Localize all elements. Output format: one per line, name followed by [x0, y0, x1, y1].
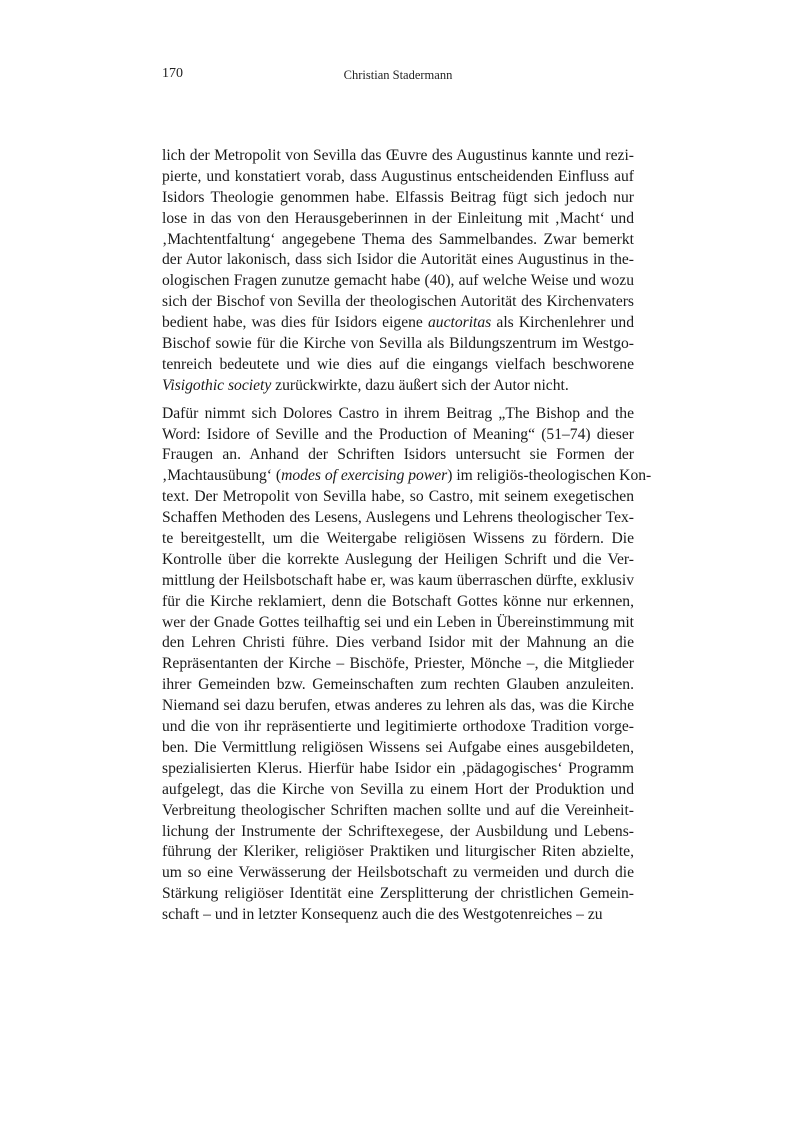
- text-segment: Word: Isidore of Seville and the Production of Meaning“ (51–74) dieser: [162, 425, 634, 443]
- text-line: [162, 738, 634, 759]
- text-line: [162, 780, 634, 801]
- text-segment: spezialisierten Klerus. Hierfür habe Isidor ein ‚pädagogisches‘ Programm: [162, 759, 634, 777]
- text-line: [162, 334, 634, 355]
- text-line: [162, 613, 634, 634]
- text-line: [162, 592, 634, 613]
- text-segment: zurückwirkte, dazu äußert sich der Autor nicht.: [271, 376, 569, 394]
- text-segment: den Lehren Christi führe. Dies verband Isidor mit der Mahnung an die: [162, 634, 634, 652]
- text-segment: tenreich bedeutete und wie dies auf die eingangs vielfach beschworene: [162, 355, 634, 373]
- text-segment: text. Der Metropolit von Sevilla habe, so Castro, mit seinem exegetischen: [162, 488, 634, 506]
- text-line: [162, 759, 634, 780]
- text-line: [162, 884, 634, 905]
- text-segment: lich der Metropolit von Sevilla das Œuvre des Augustinus kannte und rezi-: [162, 147, 634, 164]
- text-segment: ben. Die Vermittlung religiösen Wissens sei Aufgabe eines ausgebildeten,: [162, 738, 634, 756]
- text-segment: ) im religiös-theologischen Kon-: [447, 467, 652, 485]
- text-segment: Stärkung religiöser Identität eine Zersplitterung der christlichen Gemein-: [162, 885, 634, 903]
- text-line: [162, 466, 652, 487]
- text-segment: ologischen Fragen zunutze gemacht habe (40), auf welche Weise und wozu: [162, 272, 634, 290]
- text-line: [162, 529, 634, 550]
- text-line: [162, 404, 634, 425]
- text-line: [162, 696, 634, 717]
- italic-term: modes of exercising power: [281, 467, 448, 485]
- italic-term: Visigothic society: [162, 376, 272, 394]
- text-line: [162, 633, 634, 654]
- text-segment: Schaffen Methoden des Lesens, Auslegens und Lehrens theologischer Tex-: [162, 509, 634, 527]
- text-segment: ihrer Gemeinden bzw. Gemeinschaften zum rechten Glauben anzuleiten.: [162, 676, 634, 694]
- text-segment: ‚Machtentfaltung‘ angegebene Thema des Sammelbandes. Zwar bemerkt: [162, 230, 634, 248]
- text-segment: als Kirchenlehrer und: [491, 314, 634, 332]
- running-head-author: Christian Stadermann: [343, 68, 453, 82]
- text-line: [162, 571, 634, 592]
- text-line: [162, 550, 634, 571]
- text-segment: Isidors Theologie genommen habe. Elfassis Beitrag fügt sich jedoch nur: [162, 188, 634, 206]
- text-segment: Dafür nimmt sich Dolores Castro in ihrem Beitrag „The Bishop and the: [162, 404, 634, 422]
- text-line: [162, 146, 634, 167]
- text-segment: Bischof sowie für die Kirche von Sevilla als Bildungszentrum im Westgo-: [162, 335, 634, 353]
- text-segment: Kontrolle über die korrekte Auslegung der Heiligen Schrift und die Ver-: [162, 550, 634, 568]
- text-segment: schaft – und in letzter Konsequenz auch die des Westgotenreiches – zu: [162, 906, 603, 924]
- text-line: [162, 313, 634, 334]
- text-segment: um so eine Verwässerung der Heilsbotschaft zu vermeiden und durch die: [162, 864, 634, 882]
- text-line: [162, 355, 634, 376]
- text-line: [162, 842, 634, 863]
- text-line: [162, 863, 634, 884]
- paragraph: [162, 146, 634, 397]
- text-line: [162, 445, 634, 466]
- text-segment: Repräsentanten der Kirche – Bischöfe, Priester, Mönche –, die Mitglieder: [162, 655, 634, 673]
- text-line: [162, 654, 634, 675]
- text-segment: pierte, und konstatiert vorab, dass Augustinus entscheidenden Einfluss auf: [162, 167, 634, 185]
- text-line: [162, 209, 634, 230]
- text-segment: lose in das von den Herausgeberinnen in der Einleitung mit ‚Macht‘ und: [162, 209, 634, 227]
- text-segment: wer der Gnade Gottes teilhaftig sei und ein Leben in Übereinstimmung mit: [162, 613, 634, 631]
- page-number: 170: [162, 66, 183, 81]
- paragraph: [162, 404, 652, 926]
- text-segment: und die von ihr repräsentierte und legitimierte orthodoxe Tradition vorge-: [162, 718, 634, 736]
- text-segment: lichung der Instrumente der Schriftexegese, der Ausbildung und Lebens-: [162, 822, 634, 840]
- text-segment: Fraugen an. Anhand der Schriften Isidors untersucht sie Formen der: [162, 446, 634, 464]
- text-line: [162, 188, 634, 209]
- text-segment: aufgelegt, das die Kirche von Sevilla zu einem Hort der Produktion und: [162, 780, 634, 798]
- text-line: [162, 271, 634, 292]
- text-segment: sich der Bischof von Sevilla der theologischen Autorität des Kirchenvaters: [162, 293, 634, 311]
- text-segment: für die Kirche reklamiert, denn die Botschaft Gottes könne nur erkennen,: [162, 592, 634, 610]
- text-line: [162, 425, 634, 446]
- text-segment: mittlung der Heilsbotschaft habe er, was kaum überraschen dürfte, exklusiv: [162, 571, 634, 589]
- text-line: [162, 822, 634, 843]
- text-segment: Niemand sei dazu berufen, etwas anderes zu lehren als das, was die Kirche: [162, 697, 634, 715]
- text-segment: te bereitgestellt, um die Weitergabe religiösen Wissens zu fördern. Die: [162, 530, 634, 548]
- text-line: [162, 675, 634, 696]
- text-line: [162, 250, 634, 271]
- text-line: [162, 376, 634, 397]
- text-line: [162, 508, 634, 529]
- text-line: [162, 167, 634, 188]
- text-line: [162, 230, 634, 251]
- text-line: [162, 292, 634, 313]
- text-segment: führung der Kleriker, religiöser Praktiken und liturgischer Riten abzielte,: [162, 843, 634, 861]
- text-line: [162, 487, 634, 508]
- page-header: [162, 66, 634, 86]
- text-segment: bedient habe, was dies für Isidors eigene: [162, 314, 428, 332]
- text-line: [162, 801, 634, 822]
- text-segment: der Autor lakonisch, dass sich Isidor die Autorität eines Augustinus in the-: [162, 251, 634, 269]
- italic-term: auctoritas: [428, 314, 492, 332]
- text-segment: Verbreitung theologischer Schriften machen sollte und auf die Vereinheit-: [162, 801, 634, 819]
- body-text: [162, 146, 652, 926]
- text-segment: ‚Machtausübung‘ (: [162, 467, 282, 485]
- text-line: [162, 905, 634, 926]
- text-line: [162, 717, 634, 738]
